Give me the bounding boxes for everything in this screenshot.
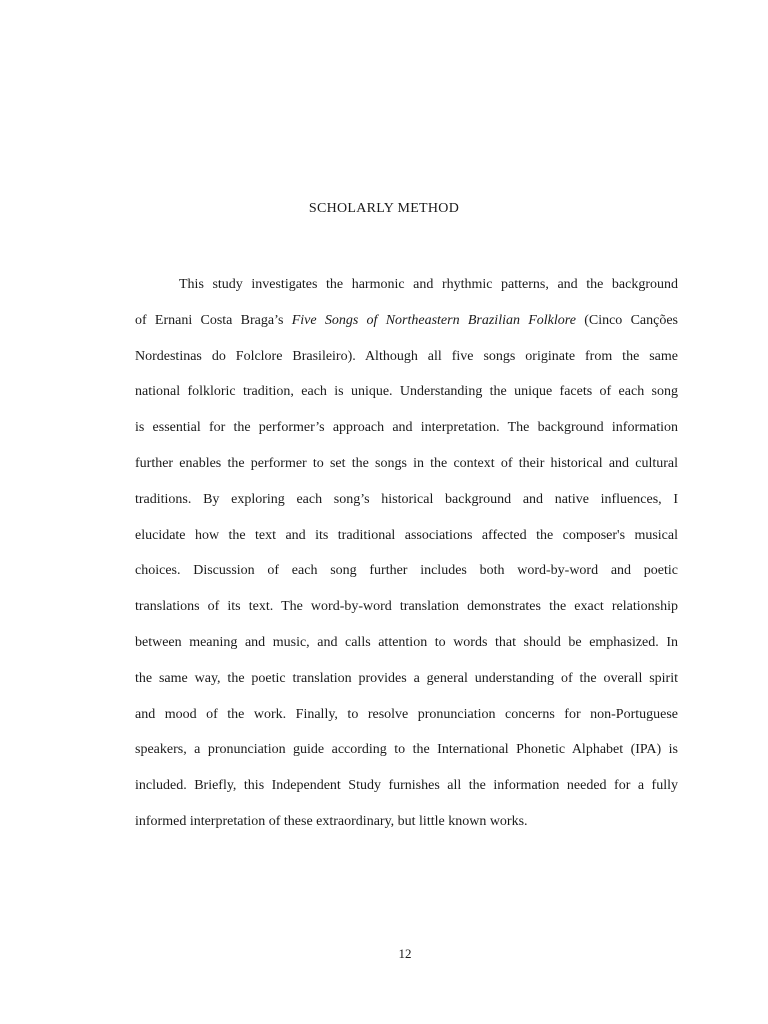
paragraph-line	[135, 303, 678, 339]
work-title: Five Songs of Northeastern Brazilian Folklore	[291, 312, 576, 328]
paragraph-line: included. Briefly, this Independent Study furnishes all the information needed for a fully	[135, 778, 678, 794]
paragraph-line: This study investigates the harmonic and rhythmic patterns, and the background	[179, 277, 678, 292]
paragraph-text: (Cinco Canções	[575, 312, 678, 328]
paragraph-line: traditions. By exploring each song’s historical background and native influences, I	[135, 491, 678, 507]
paragraph-line: national folkloric tradition, each is unique. Understanding the unique facets of each song	[135, 384, 678, 400]
page-number: 12	[398, 946, 412, 961]
paragraph-line: and mood of the work. Finally, to resolve pronunciation concerns for non-Portuguese	[135, 706, 678, 722]
paragraph-line: is essential for the performer’s approach and interpretation. The background information	[135, 420, 678, 436]
paragraph-line: the same way, the poetic translation provides a general understanding of the overall spirit	[135, 670, 678, 686]
paragraph-line: choices. Discussion of each song further includes both word-by-word and poetic	[135, 563, 678, 579]
paragraph-line: further enables the performer to set the songs in the context of their historical and cultural	[135, 455, 678, 471]
section-heading: SCHOLARLY METHOD	[308, 201, 460, 216]
paragraph-line: Nordestinas do Folclore Brasileiro). Although all five songs originate from the same	[135, 348, 678, 364]
paragraph-text: of Ernani Costa Braga’s	[135, 312, 292, 328]
body-paragraph	[135, 267, 678, 840]
paragraph-line: elucidate how the text and its traditional associations affected the composer's musical	[135, 527, 678, 543]
paragraph-line: translations of its text. The word-by-word translation demonstrates the exact relationship	[135, 599, 678, 615]
paragraph-line: speakers, a pronunciation guide according to the International Phonetic Alphabet (IPA) is	[135, 742, 678, 758]
paragraph-line: informed interpretation of these extraordinary, but little known works.	[135, 813, 528, 829]
paragraph-line: between meaning and music, and calls attention to words that should be emphasized. In	[135, 634, 678, 650]
